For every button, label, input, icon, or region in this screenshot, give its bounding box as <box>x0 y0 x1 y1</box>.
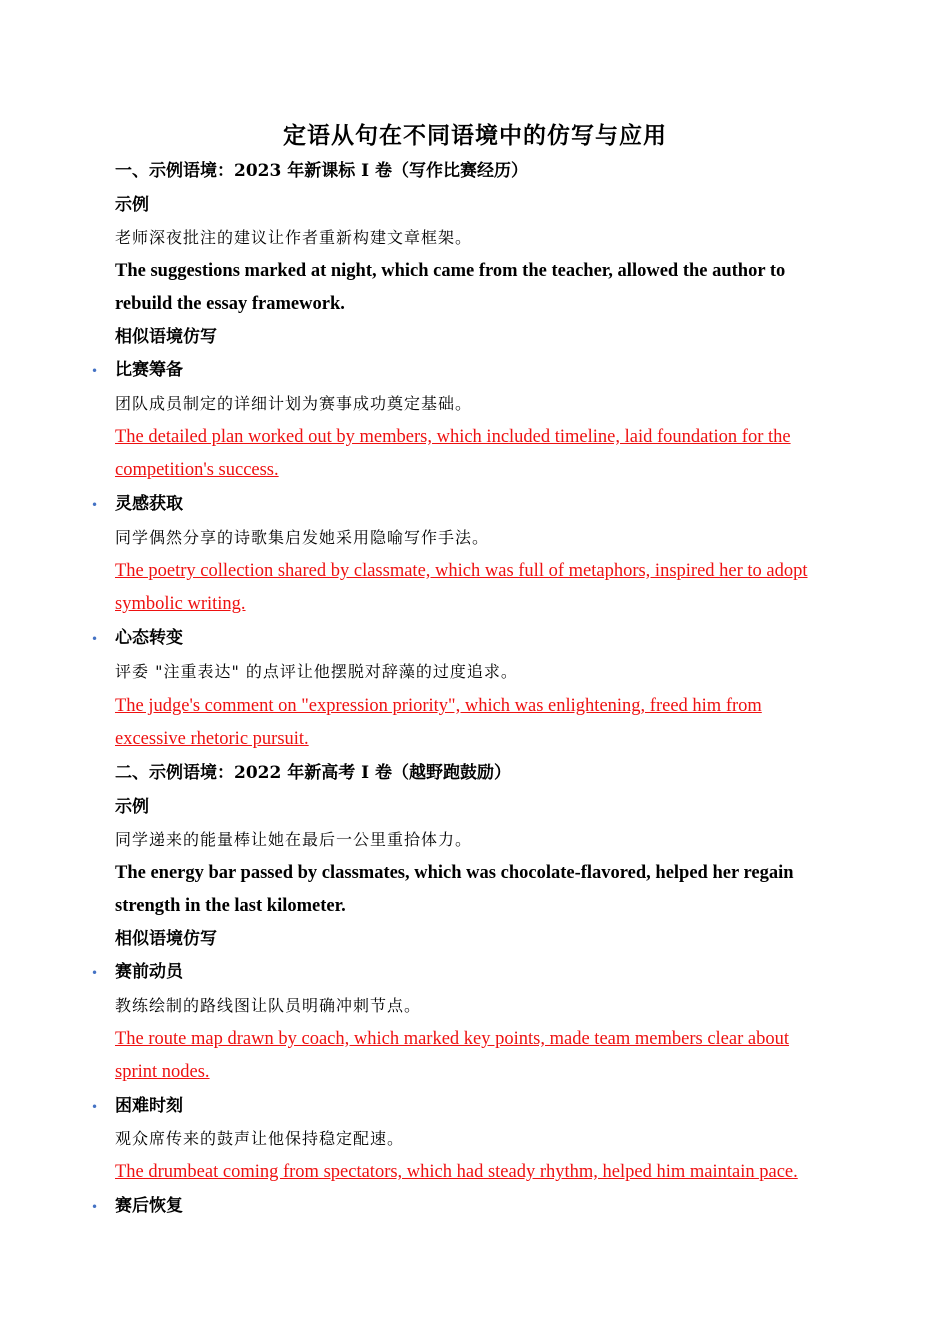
bullet-icon: • <box>91 966 99 980</box>
bullet-icon: • <box>91 1200 99 1214</box>
item-chinese: 观众席传来的鼓声让他保持稳定配速。 <box>115 1129 405 1148</box>
similar-context-label: 相似语境仿写 <box>115 929 217 949</box>
example-english-line-1: The suggestions marked at night, which came from the teacher, allowed the author to <box>115 261 786 281</box>
example-chinese: 同学递来的能量棒让她在最后一公里重拾体力。 <box>115 830 473 849</box>
bullet-icon: • <box>91 632 99 646</box>
item-chinese: 评委 "注重表达" 的点评让他摆脱对辞藻的过度追求。 <box>115 662 518 681</box>
item-chinese: 团队成员制定的详细计划为赛事成功奠定基础。 <box>115 394 473 413</box>
item-english-line-1: The judge's comment on "expression priority", which was enlightening, freed him from <box>115 696 762 716</box>
example-english-line-1: The energy bar passed by classmates, which was chocolate-flavored, helped her regain <box>115 863 794 883</box>
item-label: 赛前动员 <box>115 962 183 982</box>
item-english-line-1: The detailed plan worked out by members, which included timeline, laid foundation for the <box>115 427 791 447</box>
page-title: 定语从句在不同语境中的仿写与应用 <box>283 122 667 149</box>
similar-context-label: 相似语境仿写 <box>115 327 217 347</box>
example-label: 示例 <box>115 195 149 215</box>
item-label: 比赛筹备 <box>115 360 183 380</box>
item-english-line-2: excessive rhetoric pursuit. <box>115 729 309 749</box>
bullet-icon: • <box>91 498 99 512</box>
item-english-line-1: The poetry collection shared by classmate, which was full of metaphors, inspired her to adopt <box>115 561 808 581</box>
item-label: 赛后恢复 <box>115 1196 183 1216</box>
item-english-line-1: The drumbeat coming from spectators, which had steady rhythm, helped him maintain pace. <box>115 1162 798 1182</box>
section-heading-2: 二、示例语境：2022 年新高考 Ⅰ 卷（越野跑鼓励） <box>115 763 512 783</box>
item-label: 灵感获取 <box>115 494 183 514</box>
item-english-line-2: sprint nodes. <box>115 1062 210 1082</box>
item-english-line-1: The route map drawn by coach, which marked key points, made team members clear about <box>115 1029 789 1049</box>
item-english-line-2: competition's success. <box>115 460 279 480</box>
item-chinese: 同学偶然分享的诗歌集启发她采用隐喻写作手法。 <box>115 528 490 547</box>
item-label: 心态转变 <box>115 628 183 648</box>
example-chinese: 老师深夜批注的建议让作者重新构建文章框架。 <box>115 228 473 247</box>
example-english-line-2: strength in the last kilometer. <box>115 896 346 916</box>
item-label: 困难时刻 <box>115 1096 183 1116</box>
bullet-icon: • <box>91 1100 99 1114</box>
example-english-line-2: rebuild the essay framework. <box>115 294 345 314</box>
example-label: 示例 <box>115 797 149 817</box>
bullet-icon: • <box>91 364 99 378</box>
item-english-line-2: symbolic writing. <box>115 594 246 614</box>
section-heading-1: 一、示例语境：2023 年新课标 Ⅰ 卷（写作比赛经历） <box>115 161 529 181</box>
item-chinese: 教练绘制的路线图让队员明确冲刺节点。 <box>115 996 422 1015</box>
